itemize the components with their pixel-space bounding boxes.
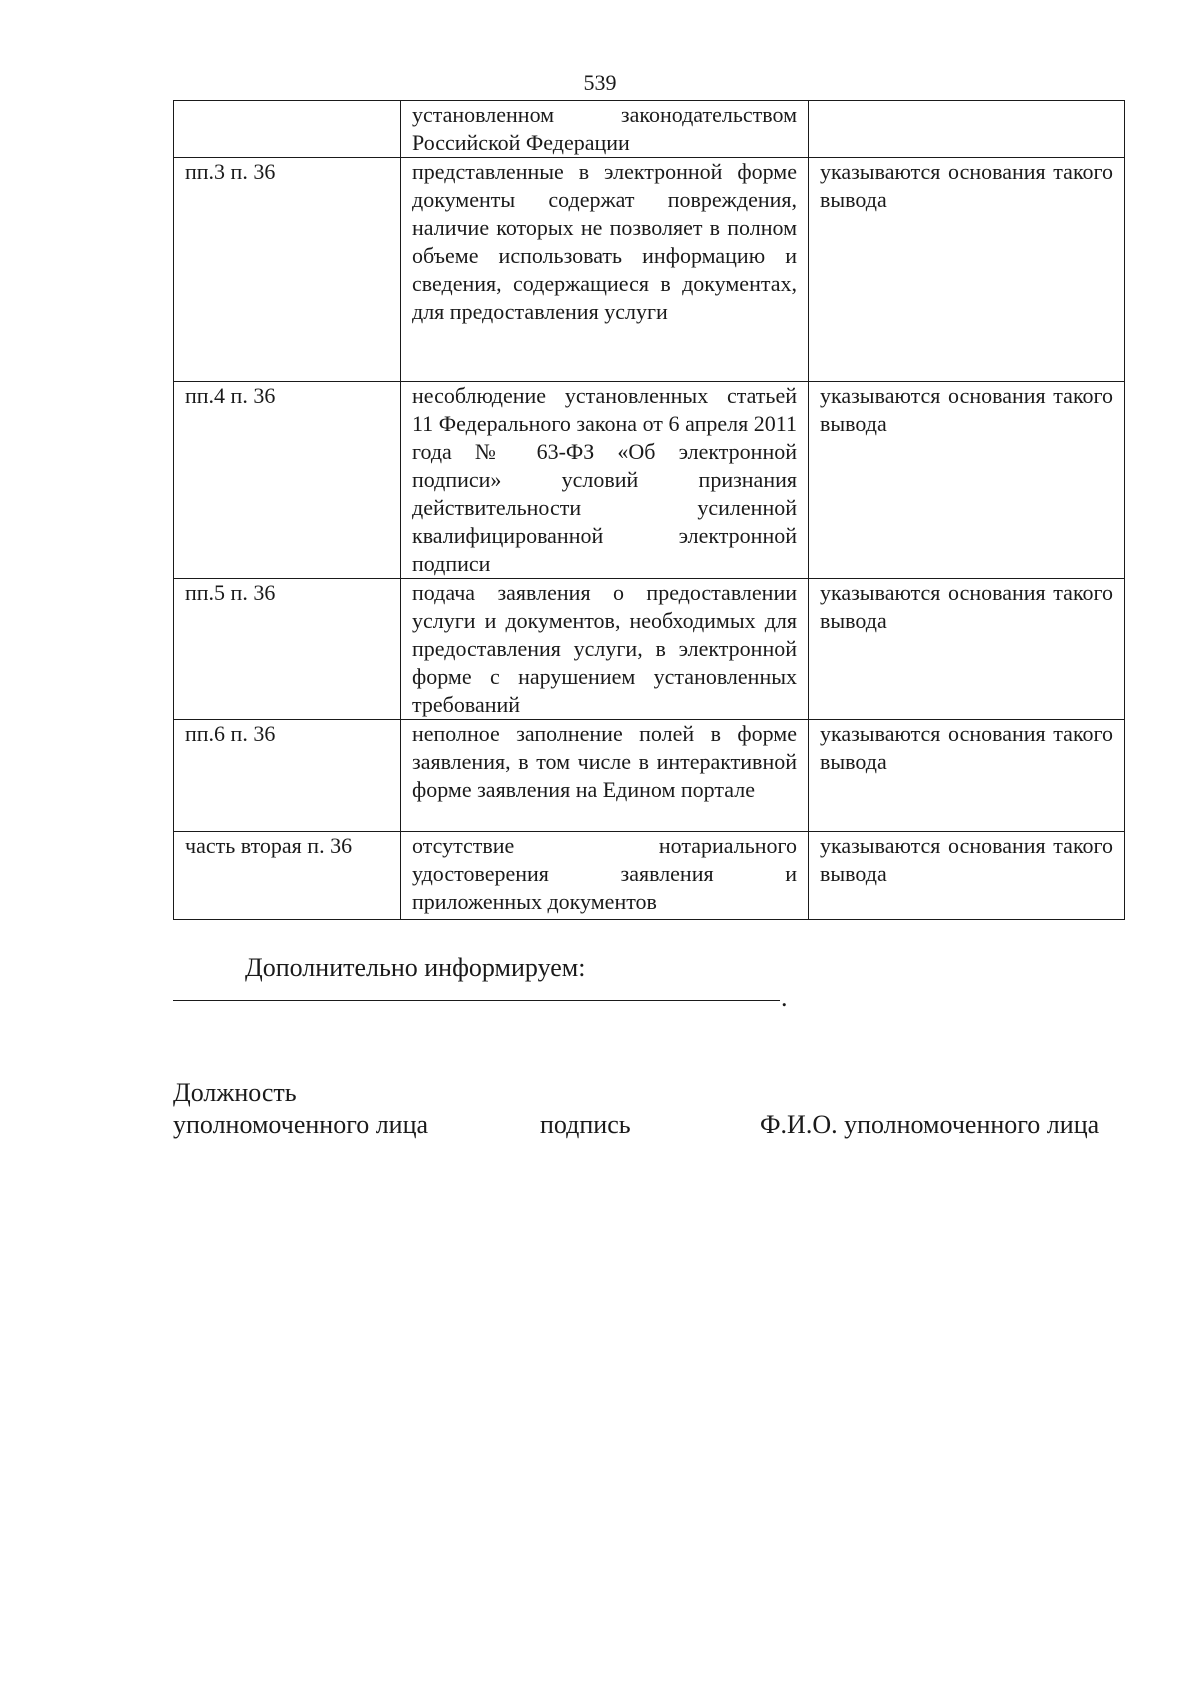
explanation-text: указываются основания такого вывода <box>820 580 1113 633</box>
reason-cell <box>401 832 809 920</box>
explanation-text: указываются основания такого вывода <box>820 159 1113 212</box>
signature-position-label-cont: уполномоченного лица <box>173 1110 429 1139</box>
clause-cell <box>174 101 401 158</box>
clause-cell: пп.5 п. 36 <box>174 579 401 720</box>
explanation-text: указываются основания такого вывода <box>820 721 1113 774</box>
clause-cell: часть вторая п. 36 <box>174 832 401 920</box>
reason-text: неполное заполнение полей в форме заявления, в том числе в интерактивной форме заявления на Едином портале <box>412 721 797 802</box>
additional-info-period: . <box>781 983 788 1012</box>
reason-text: подача заявления о предоставлении услуги и документов, необходимых для предоставления услуги, в электронной форме с нарушением установленных требований <box>412 580 797 717</box>
reason-text: представленные в электронной форме документы содержат повреждения, наличие которых не позволяет в полном объеме использовать информацию и сведения, содержащиеся в документах, для предоставления услуги <box>412 159 797 324</box>
reason-cell <box>401 101 809 158</box>
reason-cell <box>401 579 809 720</box>
reason-cell <box>401 720 809 832</box>
signature-position-label: Должность <box>173 1078 297 1107</box>
explanation-text: указываются основания такого вывода <box>820 383 1113 436</box>
page-number: 539 <box>583 70 617 95</box>
explanation-cell <box>809 720 1125 832</box>
table-row <box>174 720 1125 832</box>
table-row <box>174 382 1125 579</box>
refusal-reasons-table <box>173 100 1125 920</box>
explanation-cell <box>809 382 1125 579</box>
additional-info-blank <box>173 1000 780 1001</box>
signature-label: подпись <box>540 1110 631 1139</box>
explanation-cell <box>809 158 1125 382</box>
reason-cell <box>401 382 809 579</box>
clause-cell: пп.4 п. 36 <box>174 382 401 579</box>
clause-cell: пп.6 п. 36 <box>174 720 401 832</box>
explanation-text: указываются основания такого вывода <box>820 833 1113 886</box>
table-row <box>174 101 1125 158</box>
table-row <box>174 158 1125 382</box>
additional-info-label: Дополнительно информируем: <box>245 953 586 982</box>
reason-text: несоблюдение установленных статьей 11 Федерального закона от 6 апреля 2011 года № 63-ФЗ «Об электронной подписи» условий признания действительности усиленной квалифицированной электронной подписи <box>412 383 797 576</box>
clause-cell: пп.3 п. 36 <box>174 158 401 382</box>
reason-cell <box>401 158 809 382</box>
table-row <box>174 832 1125 920</box>
explanation-cell <box>809 832 1125 920</box>
reason-text: установленном законодательством Российской Федерации <box>412 102 797 155</box>
table-row <box>174 579 1125 720</box>
explanation-cell <box>809 101 1125 158</box>
explanation-cell <box>809 579 1125 720</box>
signer-name-label: Ф.И.О. уполномоченного лица <box>760 1110 1100 1139</box>
reason-text: отсутствие нотариального удостоверения заявления и приложенных документов <box>412 833 797 914</box>
